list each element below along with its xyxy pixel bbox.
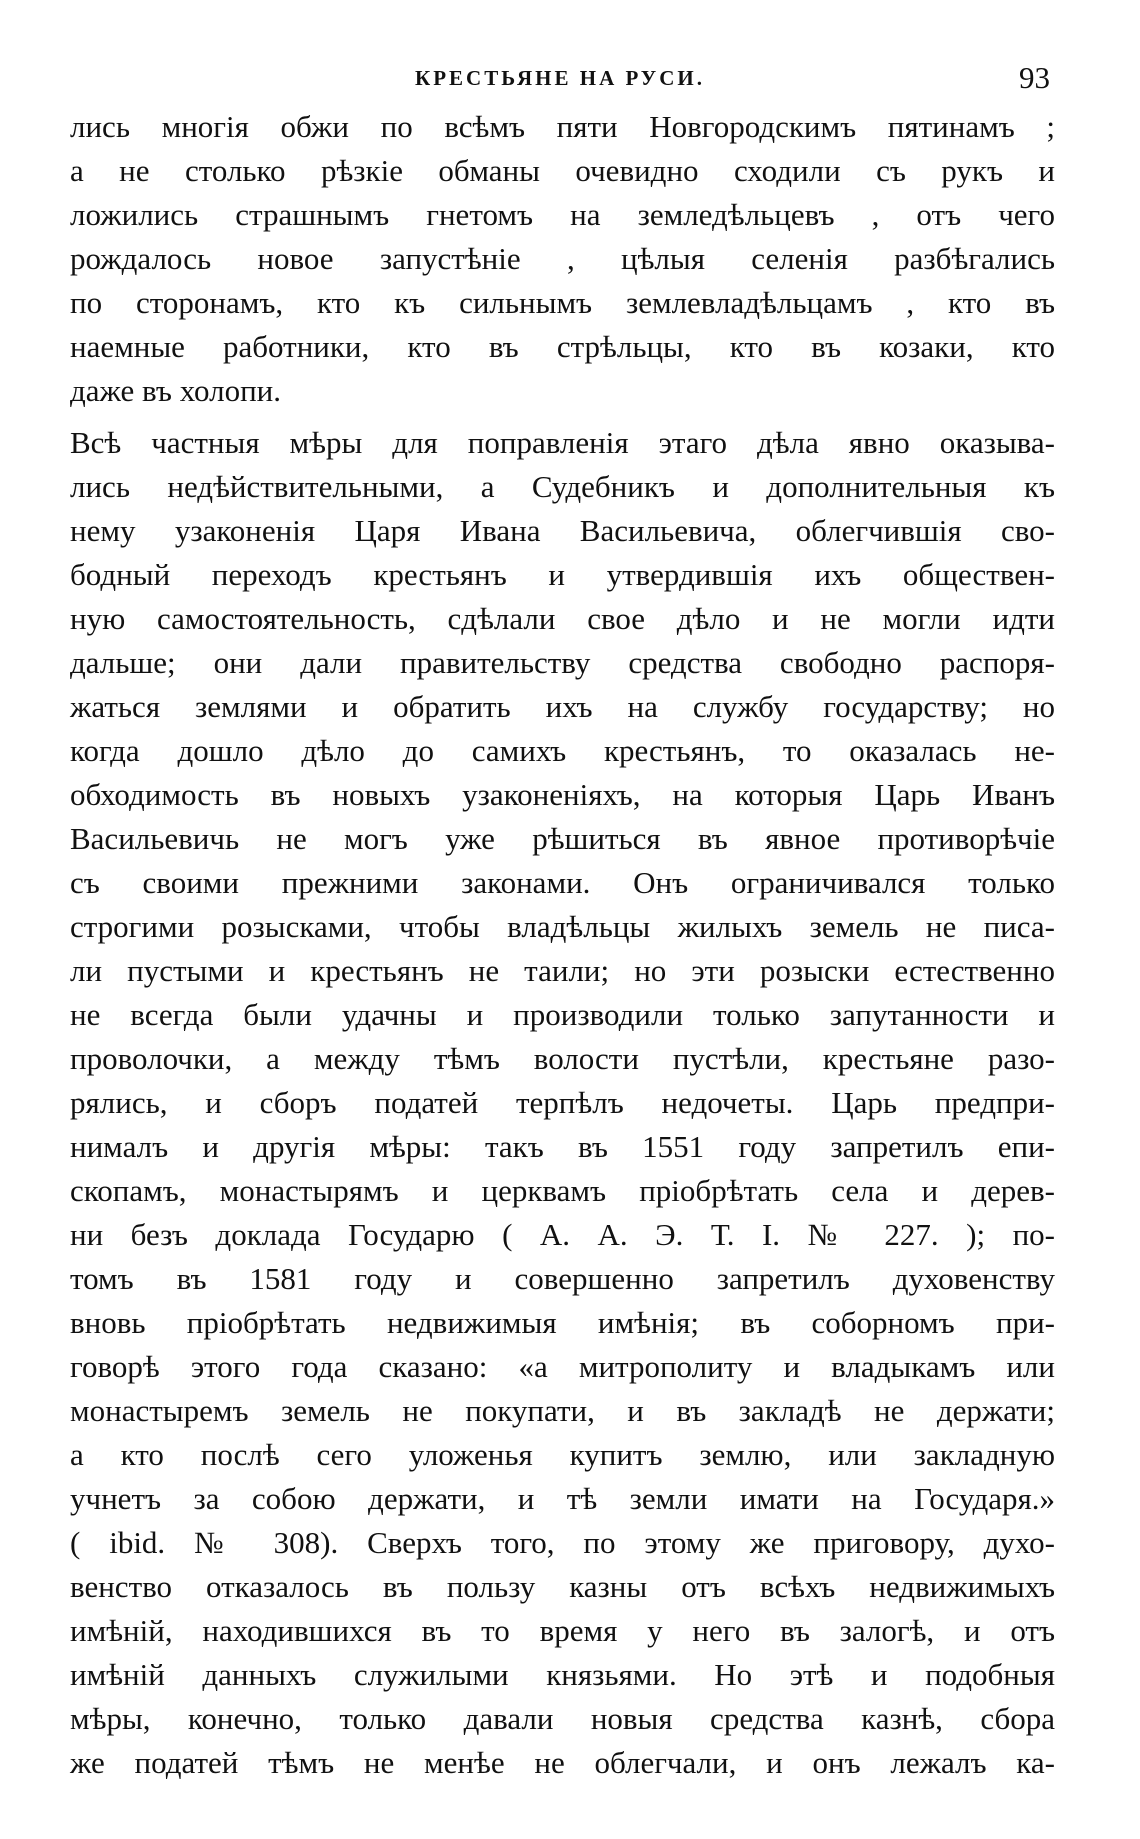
text-line: имѣній данныхъ служилыми князьями. Но этѣ и подобныя xyxy=(70,1657,1055,1692)
text-line: Всѣ частныя мѣры для поправленія этаго дѣла явно оказыва- xyxy=(70,425,1055,460)
text-line: наемные работники, кто въ стрѣльцы, кто въ козаки, кто xyxy=(70,329,1055,364)
text-line: нималъ и другія мѣры: такъ въ 1551 году запретилъ епи- xyxy=(70,1129,1055,1164)
text-line: учнетъ за собою держати, и тѣ земли имати на Государя.» xyxy=(70,1481,1055,1516)
text-line: ни безъ доклада Государю ( А. А. Э. Т. I. № 227. ); по- xyxy=(70,1217,1055,1252)
paragraph-1 xyxy=(70,105,1055,413)
text-line: мѣры, конечно, только давали новыя средства казнѣ, сбора xyxy=(70,1701,1055,1736)
text-line: бодный переходъ крестьянъ и утвердившія ихъ обществен- xyxy=(70,557,1055,592)
text-line: не всегда были удачны и производили только запутанности и xyxy=(70,997,1055,1032)
body-text xyxy=(70,105,1055,1785)
text-line: ли пустыми и крестьянъ не таили; но эти розыски естественно xyxy=(70,953,1055,988)
text-line: а не столько рѣзкіе обманы очевидно сходили съ рукъ и xyxy=(70,153,1055,188)
paragraph-gap xyxy=(70,413,1055,421)
text-line: ложились страшнымъ гнетомъ на земледѣльцевъ , отъ чего xyxy=(70,197,1055,232)
paragraph-2 xyxy=(70,421,1055,1785)
text-line: скопамъ, монастырямъ и церквамъ пріобрѣтать села и дерев- xyxy=(70,1173,1055,1208)
text-line: строгими розысками, чтобы владѣльцы жилыхъ земель не писа- xyxy=(70,909,1055,944)
text-line: рождалось новое запустѣніе , цѣлыя селенія разбѣгались xyxy=(70,241,1055,276)
text-line: а кто послѣ сего уложенья купитъ землю, или закладную xyxy=(70,1437,1055,1472)
page-number: 93 xyxy=(1019,60,1050,95)
text-line: жаться землями и обратить ихъ на службу государству; но xyxy=(70,689,1055,724)
text-line: по сторонамъ, кто къ сильнымъ землевладѣльцамъ , кто въ xyxy=(70,285,1055,320)
text-line: лись недѣйствительными, а Судебникъ и дополнительныя къ xyxy=(70,469,1055,504)
text-line: съ своими прежними законами. Онъ ограничивался только xyxy=(70,865,1055,900)
text-line: нему узаконенія Царя Ивана Васильевича, облегчившія сво- xyxy=(70,513,1055,548)
text-line: рялись, и сборъ податей терпѣлъ недочеты. Царь предпри- xyxy=(70,1085,1055,1120)
running-head xyxy=(70,60,1050,100)
text-line: когда дошло дѣло до самихъ крестьянъ, то оказалась не- xyxy=(70,733,1055,768)
text-line: Васильевичь не могъ уже рѣшиться въ явное противорѣчіе xyxy=(70,821,1055,856)
text-line: обходимость въ новыхъ узаконеніяхъ, на которыя Царь Иванъ xyxy=(70,777,1055,812)
text-line: вновь пріобрѣтать недвижимыя имѣнія; въ соборномъ при- xyxy=(70,1305,1055,1340)
text-line: венство отказалось въ пользу казны отъ всѣхъ недвижимыхъ xyxy=(70,1569,1055,1604)
running-title: КРЕСТЬЯНЕ НА РУСИ. xyxy=(415,66,705,90)
text-line: даже въ холопи. xyxy=(70,373,282,408)
text-line: же податей тѣмъ не менѣе не облегчали, и онъ лежалъ ка- xyxy=(70,1745,1055,1780)
text-line: ( ibid. № 308). Сверхъ того, по этому же приговору, духо- xyxy=(70,1525,1055,1560)
text-line: дальше; они дали правительству средства свободно распоря- xyxy=(70,645,1055,680)
text-line: говорѣ этого года сказано: «а митрополиту и владыкамъ или xyxy=(70,1349,1055,1384)
text-line: монастыремъ земель не покупати, и въ закладѣ не держати; xyxy=(70,1393,1055,1428)
text-line: томъ въ 1581 году и совершенно запретилъ духовенству xyxy=(70,1261,1055,1296)
text-line: лись многія обжи по всѣмъ пяти Новгородскимъ пятинамъ ; xyxy=(70,109,1055,144)
text-line: ную самостоятельность, сдѣлали свое дѣло и не могли идти xyxy=(70,601,1055,636)
text-line: проволочки, а между тѣмъ волости пустѣли, крестьяне разо- xyxy=(70,1041,1055,1076)
text-line: имѣній, находившихся въ то время у него въ залогѣ, и отъ xyxy=(70,1613,1055,1648)
